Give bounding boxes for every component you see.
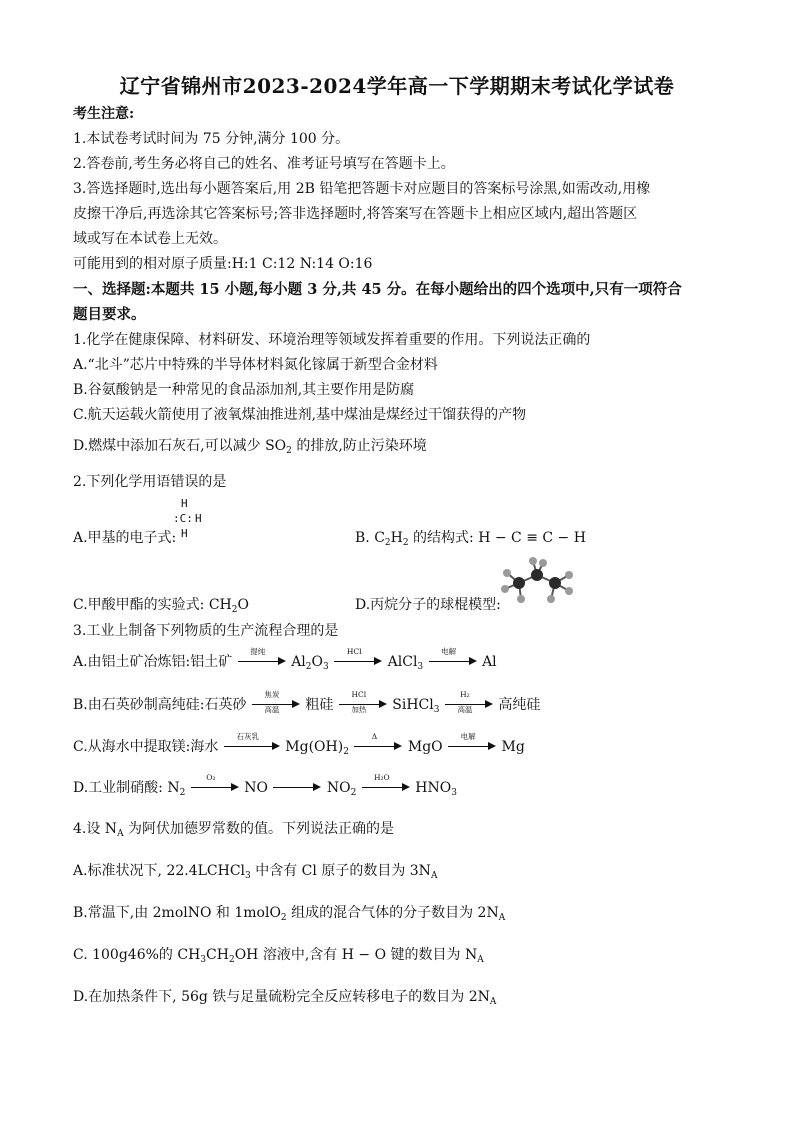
reaction-arrow: H₂O xyxy=(362,781,410,795)
q1-option-b: B.谷氨酸钠是一种常见的食品添加剂,其主要作用是防腐 xyxy=(73,382,415,398)
notice-item: 2.答卷前,考生务必将自己的姓名、准考证号填写在答题卡上。 xyxy=(73,156,455,172)
propane-ball-stick-model xyxy=(497,553,575,609)
q2-stem: 2.下列化学用语错误的是 xyxy=(73,474,227,490)
reaction-arrow xyxy=(273,781,321,795)
reaction-arrow: 焦炭 高温 xyxy=(252,698,300,712)
q3-stem: 3.工业上制备下列物质的生产流程合理的是 xyxy=(73,623,339,639)
q4-option-b: B.常温下,由 2molNO 和 1molO$_2$ 组成的混合气体的分子数目为 $2N_A$ xyxy=(73,905,506,923)
q2-option-a: A.甲基的电子式: xyxy=(73,530,177,546)
reaction-arrow: H₂ 高温 xyxy=(445,698,493,712)
section-heading: 一、选择题:本题共 15 小题,每小题 3 分,共 45 分。在每小题给出的四个选项中,只有一项符合 xyxy=(73,281,682,298)
q3-option-b: B.由石英砂制高纯硅:石英砂 焦炭 高温 粗硅 HCl 加热 SiHCl$_3$ H₂ 高温 高纯硅 xyxy=(73,690,541,715)
q2-option-c: C.甲酸甲酯的实验式: $CH_2O$ xyxy=(73,597,249,615)
reaction-arrow: 电解 xyxy=(448,740,496,754)
reaction-arrow: 电解 xyxy=(429,655,477,669)
q1-stem: 1.化学在健康保障、材料研发、环境治理等领域发挥着重要的作用。下列说法正确的 xyxy=(73,332,591,348)
notice-item: 域或写在本试卷上无效。 xyxy=(73,231,227,247)
notice-heading: 考生注意: xyxy=(73,106,135,122)
notice-item: 皮擦干净后,再选涂其它答案标号;答非选择题时,将答案写在答题卡上相应区域内,超出答题区 xyxy=(73,206,638,222)
methyl-electron-formula xyxy=(175,497,215,541)
reaction-arrow: HCl xyxy=(334,655,382,669)
section-heading-cont: 题目要求。 xyxy=(73,306,146,323)
elec-h-top: H xyxy=(181,497,188,510)
elec-h-right: H xyxy=(195,512,202,525)
reaction-arrow: 提纯 xyxy=(238,655,286,669)
elec-c: :C: xyxy=(173,512,193,525)
reaction-arrow: 石灰乳 xyxy=(224,740,280,754)
q4-option-a: A.标准状况下, 22.4LCHCl$_3$ 中含有 Cl 原子的数目为 $3N_A$ xyxy=(73,863,438,881)
q1-option-a: A.“北斗”芯片中特殊的半导体材料氮化镓属于新型合金材料 xyxy=(73,357,438,373)
q3-option-c: C.从海水中提取镁:海水 石灰乳 $Mg(OH)_2$ Δ MgO 电解 Mg xyxy=(73,732,525,757)
q4-option-d: D.在加热条件下, 56g 铁与足量硫粉完全反应转移电子的数目为 $2N_A$ xyxy=(73,989,497,1007)
atomic-masses: 可能用到的相对原子质量:H:1 C:12 N:14 O:16 xyxy=(73,256,373,272)
notice-item: 1.本试卷考试时间为 75 分钟,满分 100 分。 xyxy=(73,131,350,147)
q4-stem: 4.设 $N_A$ 为阿伏加德罗常数的值。下列说法正确的是 xyxy=(73,821,395,839)
q3-option-d: D.工业制硝酸: $N_2$ O₂ NO $NO_2$ H₂O $HNO_3$ xyxy=(73,773,457,798)
reaction-arrow: HCl 加热 xyxy=(339,698,387,712)
q1-option-d: D.燃煤中添加石灰石,可以减少 $SO_2$ 的排放,防止污染环境 xyxy=(73,438,427,456)
reaction-arrow: Δ xyxy=(354,740,402,754)
q4-option-c: C. 100g46%的 $CH_3CH_2OH$ 溶液中,含有 H − O 键的数目为 $N_A$ xyxy=(73,947,484,965)
q3-option-a: A.由铝土矿冶炼铝:铝土矿 提纯 $Al_2O_3$ HCl AlCl$_3$ 电解 Al xyxy=(73,647,497,672)
reaction-arrow: O₂ xyxy=(191,781,239,795)
notice-item: 3.答选择题时,选出每小题答案后,用 2B 铅笔把答题卡对应题目的答案标号涂黑,如需改动,用橡 xyxy=(73,181,651,197)
q2-option-b: B. $C_2H_2$ 的结构式: H − C ≡ C − H xyxy=(355,530,586,548)
elec-h-bottom: H xyxy=(181,527,188,540)
q2-option-d: D.丙烷分子的球棍模型: xyxy=(355,597,501,613)
page-title: 辽宁省锦州市2023-2024学年高一下学期期末考试化学试卷 xyxy=(119,74,675,98)
q1-option-c: C.航天运载火箭使用了液氧煤油推进剂,基中煤油是煤经过干馏获得的产物 xyxy=(73,407,527,423)
